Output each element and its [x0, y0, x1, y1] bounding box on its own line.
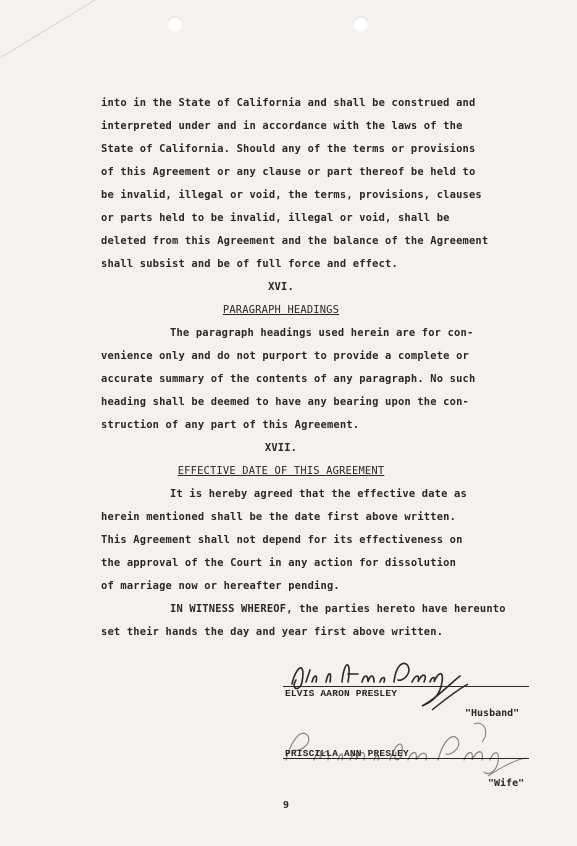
text-line: herein mentioned shall be the date first above written.	[101, 511, 457, 523]
section-number: XVII.	[264, 442, 298, 454]
witness-line: set their hands the day and year first above written.	[101, 626, 444, 638]
text-line: The paragraph headings used herein are for con-	[170, 327, 474, 339]
section-heading: EFFECTIVE DATE OF THIS AGREEMENT	[177, 465, 385, 477]
husband-name: ELVIS AARON PRESLEY	[285, 688, 398, 699]
wife-name: PRISCILLA ANN PRESLEY	[285, 748, 409, 759]
wife-role: "Wife"	[488, 778, 525, 789]
text-line: be invalid, illegal or void, the terms, provisions, clauses	[101, 189, 482, 201]
section-number: XVI.	[268, 281, 294, 293]
text-line: struction of any part of this Agreement.	[101, 419, 360, 431]
text-line: the approval of the Court in any action for dissolution	[101, 557, 457, 569]
text-line: of this Agreement or any clause or part thereof be held to	[101, 166, 476, 178]
text-line: of marriage now or hereafter pending.	[101, 580, 340, 592]
husband-signature-line	[283, 686, 529, 687]
husband-signature	[282, 652, 482, 712]
witness-line: IN WITNESS WHEREOF, the parties hereto have hereunto	[170, 603, 506, 615]
text-line: interpreted under and in accordance with the laws of the	[101, 120, 463, 132]
text-line: It is hereby agreed that the effective date as	[170, 488, 467, 500]
section-heading: PARAGRAPH HEADINGS	[222, 304, 340, 316]
text-line: shall subsist and be of full force and effect.	[101, 258, 398, 270]
text-line: heading shall be deemed to have any bearing upon the con-	[101, 396, 469, 408]
text-line: into in the State of California and shall be construed and	[101, 97, 476, 109]
text-line: This Agreement shall not depend for its effectiveness on	[101, 534, 463, 546]
folded-corner-shadow	[0, 0, 120, 70]
text-line: accurate summary of the contents of any paragraph. No such	[101, 373, 476, 385]
husband-role: "Husband"	[465, 708, 520, 719]
page-number: 9	[283, 800, 290, 811]
agreement-text	[101, 96, 541, 648]
text-line: State of California. Should any of the terms or provisions	[101, 143, 476, 155]
text-line: venience only and do not purport to provide a complete or	[101, 350, 469, 362]
punch-hole-left	[167, 16, 183, 32]
punch-hole-right	[353, 16, 369, 32]
text-line: deleted from this Agreement and the balance of the Agreement	[101, 235, 489, 247]
text-line: or parts held to be invalid, illegal or void, shall be	[101, 212, 450, 224]
